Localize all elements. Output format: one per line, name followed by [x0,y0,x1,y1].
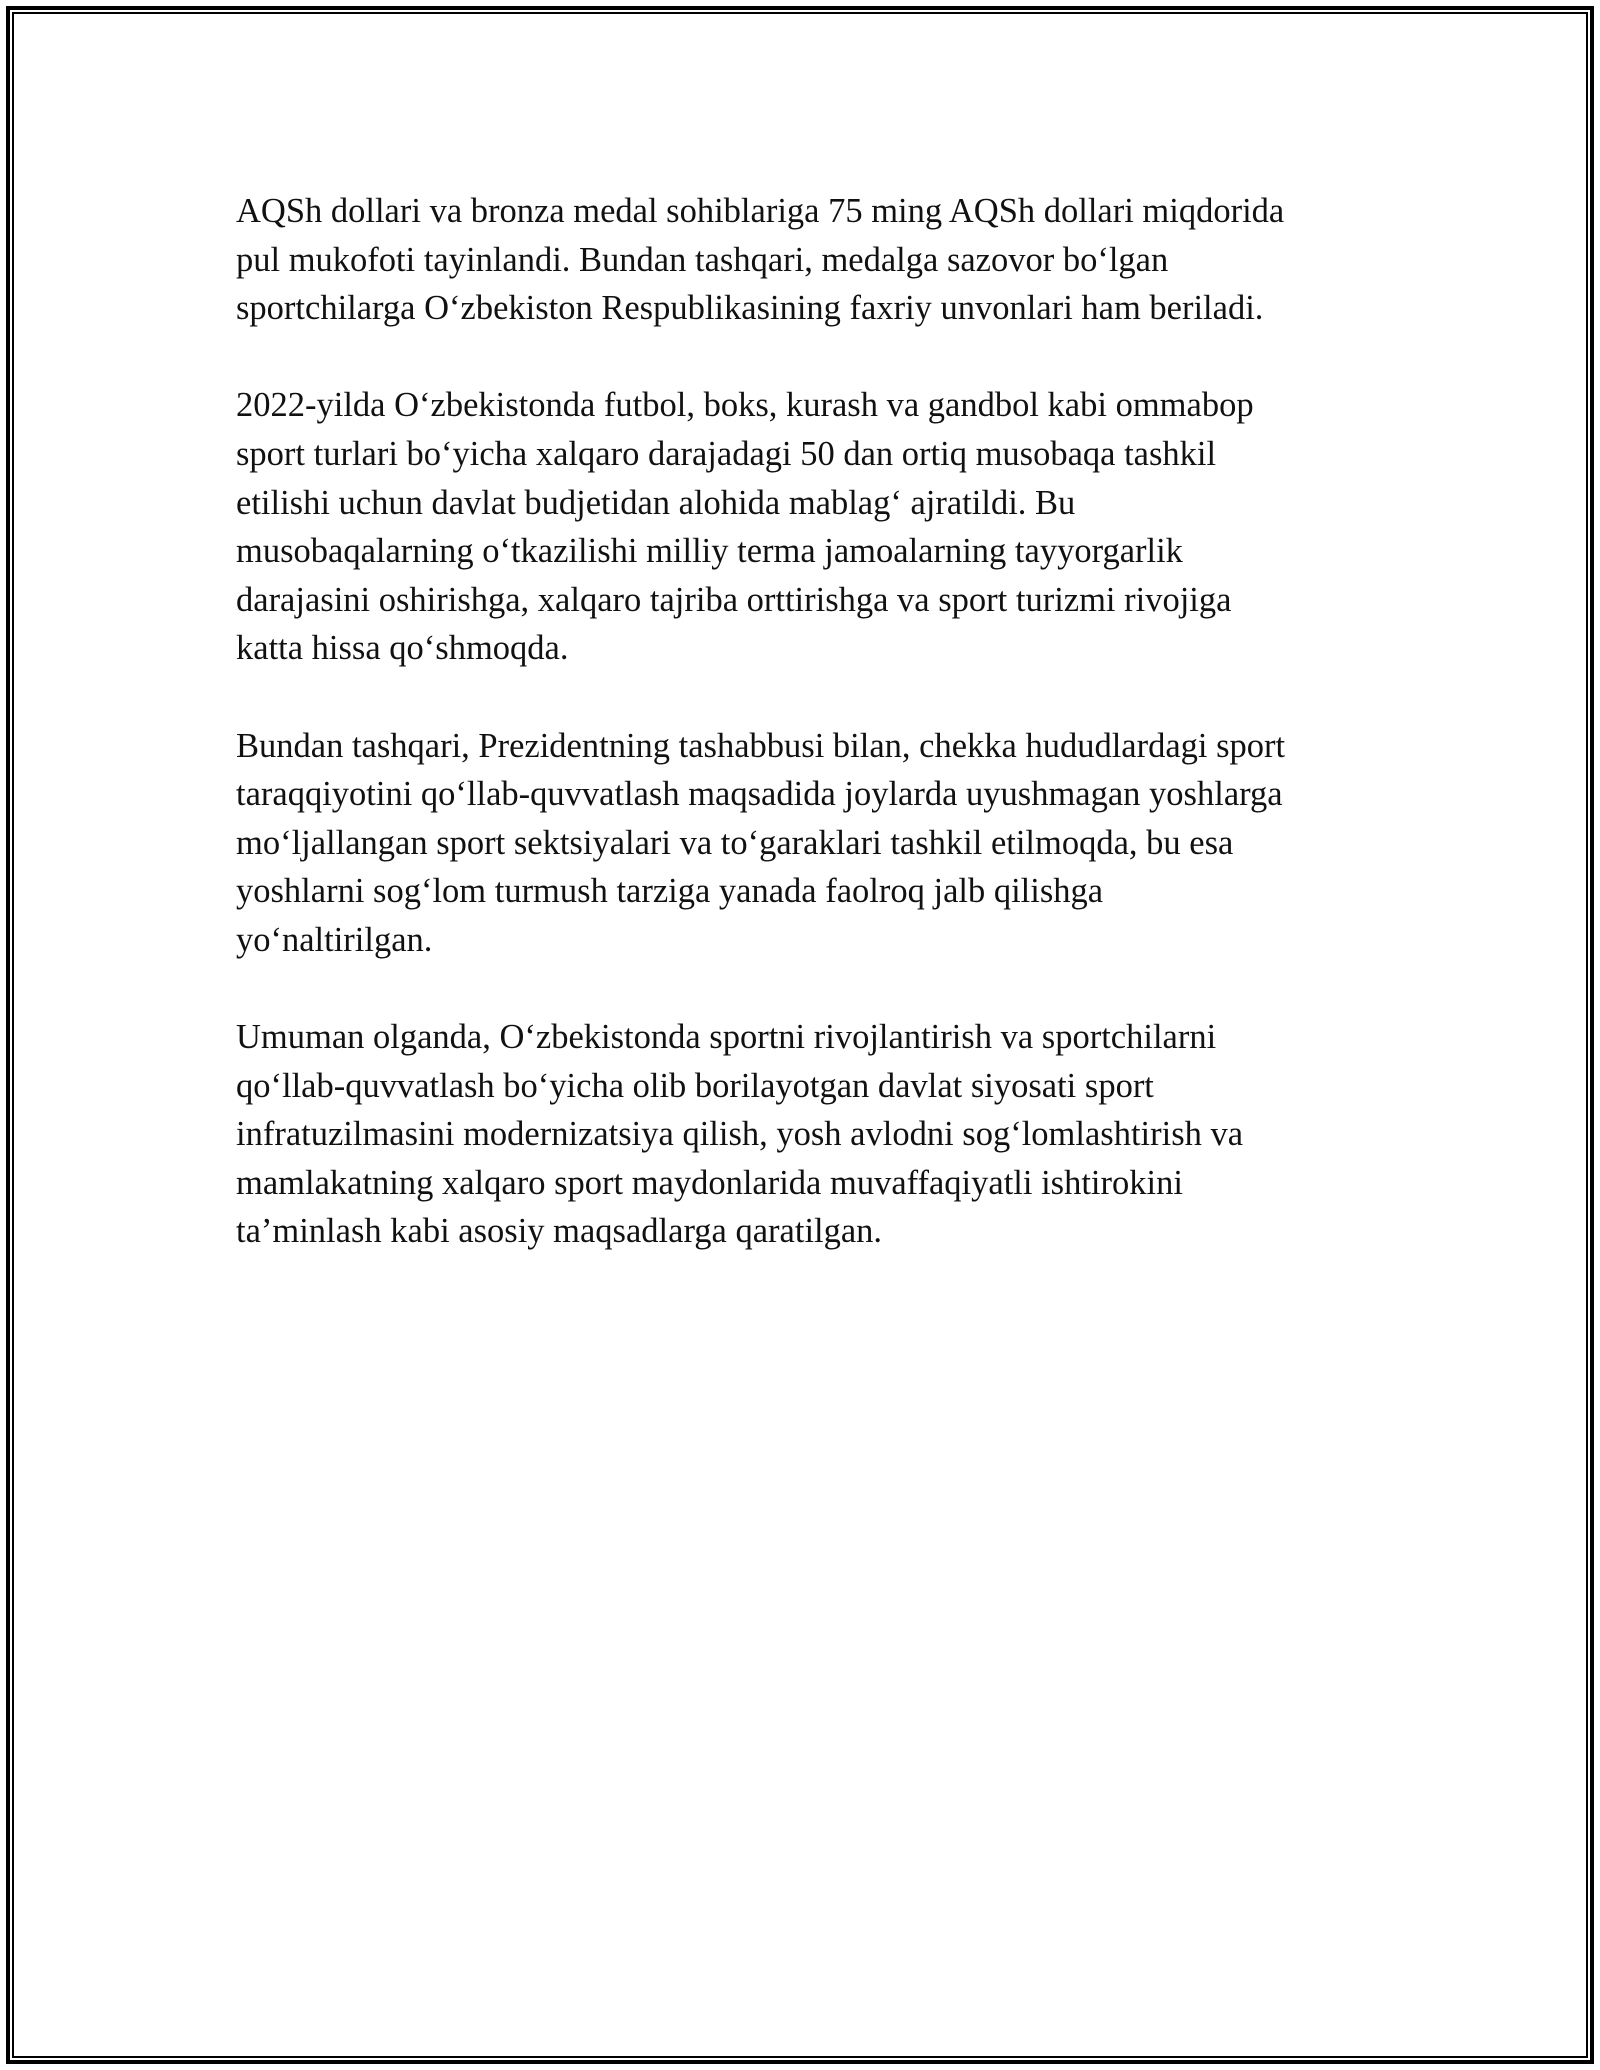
paragraph-regional-sport-sections: Bundan tashqari, Prezidentning tashabbusi bilan, chekka hududlardagi sport taraqqiyotini qo‘llab-quvvatlash maqsadida joylarda uyushmagan yoshlarga mo‘ljallangan sport sektsiyalari va to‘garaklari tashkil etilmoqda, bu esa yoshlarni sog‘lom turmush tarziga yanada faolroq jalb qilishga yo‘naltirilgan. [236,726,1286,959]
paragraph-conclusion: Umuman olganda, O‘zbekistonda sportni rivojlantirish va sportchilarni qo‘llab-quvvatlash bo‘yicha olib borilayotgan davlat siyosati sport infratuzilmasini modernizatsiya qilish, yosh avlodni sog‘lomlashtirish va mamlakatning xalqaro sport maydonlarida muvaffaqiyatli ishtirokini ta’minlash kabi asosiy maqsadlarga qaratilgan. [236,1018,1244,1251]
paragraph-prize-money: AQSh dollari va bronza medal sohiblariga 75 ming AQSh dollari miqdorida pul mukofoti tayinlandi. Bundan tashqari, medalga sazovor bo‘lgan sportchilarga O‘zbekiston Respublikasining faxriy unvonlari ham beriladi. [236,192,1285,328]
document-body [236,187,1366,1305]
paragraph-international-competitions: 2022-yilda O‘zbekistonda futbol, boks, kurash va gandbol kabi ommabop sport turlari bo‘yicha xalqaro darajadagi 50 dan ortiq musobaqa tashkil etilishi uchun davlat budjetidan alohida mablag‘ ajratildi. Bu musobaqalarning o‘tkazilishi milliy terma jamoalarning tayyorgarlik darajasini oshirishga, xalqaro tajriba orttirishga va sport turizmi rivojiga katta hissa qo‘shmoqda. [236,386,1254,668]
